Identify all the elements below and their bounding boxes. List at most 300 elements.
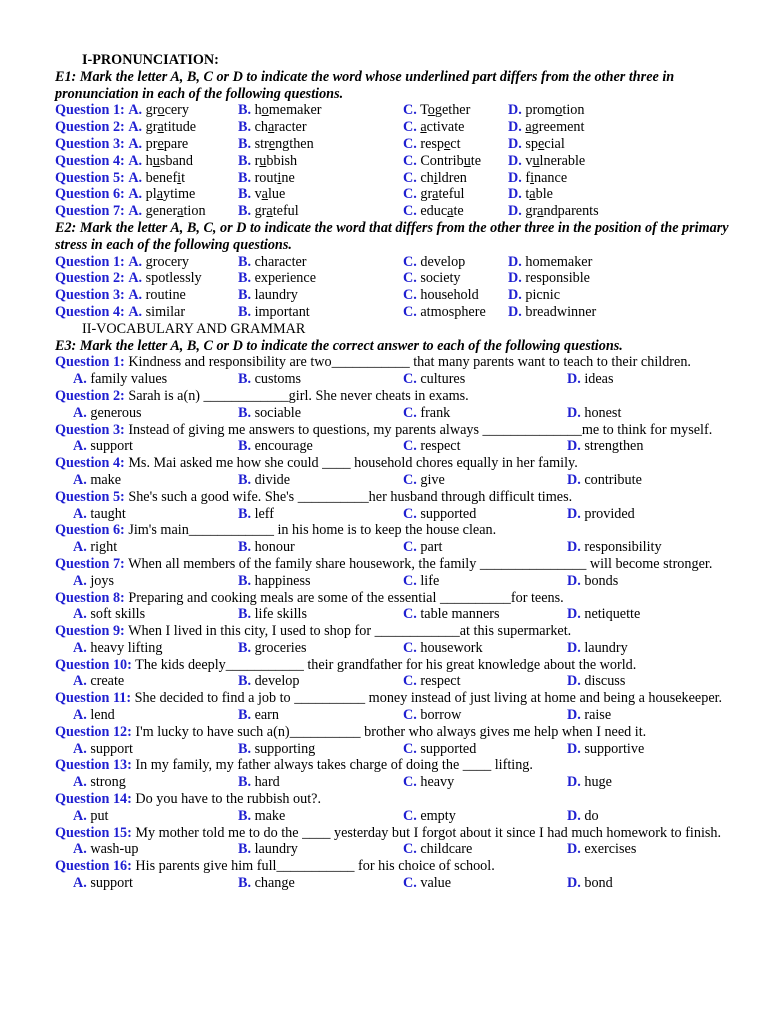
- option-b[interactable]: [238, 102, 403, 119]
- option-a[interactable]: [73, 808, 238, 825]
- option-a[interactable]: [55, 287, 238, 304]
- question-stem: [55, 757, 731, 774]
- option-c[interactable]: [403, 438, 567, 455]
- option-text: housework: [420, 639, 483, 656]
- question-label: Question 3:: [55, 287, 125, 304]
- option-letter: C.: [403, 102, 417, 119]
- option-d[interactable]: [508, 102, 648, 119]
- option-letter: C.: [403, 572, 417, 589]
- option-letter: B.: [238, 287, 252, 304]
- option-d[interactable]: [567, 808, 717, 825]
- option-text: give: [420, 471, 445, 488]
- option-text: part: [420, 539, 443, 556]
- option-text: laundry: [254, 287, 298, 304]
- question-text: Sarah is a(n) ____________girl. She never cheats in exams.: [128, 387, 469, 404]
- option-letter: D.: [567, 707, 581, 724]
- option-letter: B.: [238, 471, 252, 488]
- underlined-part: i: [530, 169, 535, 186]
- option-text: sociable: [254, 404, 302, 421]
- question-text: Jim's main____________ in his home is to keep the house clean.: [128, 522, 497, 539]
- question-stem: [55, 489, 731, 506]
- option-letter: A.: [73, 471, 87, 488]
- option-d[interactable]: [567, 875, 717, 892]
- word-prefix: gr: [525, 203, 538, 220]
- option-b[interactable]: [238, 606, 403, 623]
- option-a[interactable]: [55, 102, 238, 119]
- option-c[interactable]: [403, 741, 567, 758]
- word-prefix: gr: [145, 119, 158, 136]
- question-label: Question 4:: [55, 455, 125, 472]
- options-indent: [55, 640, 73, 657]
- option-c[interactable]: [403, 153, 508, 170]
- word-prefix: gr: [254, 203, 267, 220]
- option-a[interactable]: [73, 405, 238, 422]
- option-letter: B.: [238, 169, 252, 186]
- option-letter: C.: [403, 270, 417, 287]
- word-prefix: pr: [145, 135, 158, 152]
- word-prefix: r: [254, 152, 260, 169]
- options-indent: [55, 741, 73, 758]
- e1-question-row: [55, 102, 731, 119]
- option-letter: C.: [403, 841, 417, 858]
- underlined-part: a: [156, 186, 164, 203]
- options-row: [55, 539, 731, 556]
- option-text: honest: [584, 404, 622, 421]
- options-row: [55, 707, 731, 724]
- e1-question-row: [55, 136, 731, 153]
- underlined-part: a: [261, 186, 268, 203]
- option-d[interactable]: [567, 438, 717, 455]
- word-suffix: te: [470, 152, 482, 169]
- option-letter: C.: [403, 807, 417, 824]
- word-prefix: prom: [525, 102, 556, 119]
- question-label: Question 5:: [55, 169, 125, 186]
- option-c[interactable]: [403, 875, 567, 892]
- question-stem: [55, 858, 731, 875]
- option-c[interactable]: [403, 186, 508, 203]
- option-c[interactable]: [403, 774, 567, 791]
- option-b[interactable]: [238, 136, 403, 153]
- underlined-part: u: [152, 152, 160, 169]
- options-row: [55, 640, 731, 657]
- option-b[interactable]: [238, 203, 403, 220]
- question-stem: [55, 556, 731, 573]
- underlined-part: i: [177, 169, 182, 186]
- option-text: netiquette: [584, 606, 641, 623]
- option-letter: B.: [238, 639, 252, 656]
- question-label: Question 2:: [55, 387, 125, 404]
- option-letter: C.: [403, 169, 417, 186]
- option-text: groceries: [254, 639, 307, 656]
- question-label: Question 12:: [55, 723, 132, 740]
- option-letter: A.: [73, 639, 87, 656]
- option-letter: D.: [567, 404, 581, 421]
- option-b[interactable]: [238, 774, 403, 791]
- word-suffix: gether: [434, 102, 471, 119]
- option-d[interactable]: [508, 270, 648, 287]
- options-row: [55, 841, 731, 858]
- option-letter: B.: [238, 135, 252, 152]
- option-b[interactable]: [238, 119, 403, 136]
- question-label: Question 1:: [55, 354, 125, 371]
- underlined-part: a: [529, 186, 536, 203]
- word-suffix: te: [453, 203, 464, 220]
- option-letter: B.: [238, 505, 252, 522]
- option-letter: B.: [238, 186, 252, 203]
- question-label: Question 11:: [55, 690, 132, 707]
- option-c[interactable]: [403, 405, 567, 422]
- option-b[interactable]: [238, 673, 403, 690]
- option-a[interactable]: [73, 573, 238, 590]
- word-suffix: titude: [163, 119, 197, 136]
- word-suffix: cery: [164, 102, 189, 119]
- option-text: atmosphere: [420, 303, 486, 320]
- word-suffix: lnerable: [539, 152, 586, 169]
- option-a[interactable]: [55, 203, 238, 220]
- e2-question-row: [55, 254, 731, 271]
- question-label: Question 9:: [55, 623, 125, 640]
- option-a[interactable]: [55, 153, 238, 170]
- option-c[interactable]: [403, 640, 567, 657]
- option-a[interactable]: [73, 673, 238, 690]
- underlined-part: o: [157, 102, 165, 119]
- option-letter: D.: [567, 639, 581, 656]
- option-text: hard: [254, 774, 280, 791]
- question-label: Question 6:: [55, 522, 125, 539]
- option-b[interactable]: [238, 875, 403, 892]
- word-prefix: Contrib: [420, 152, 464, 169]
- option-d[interactable]: [508, 136, 648, 153]
- option-a[interactable]: [73, 841, 238, 858]
- question-stem: [55, 590, 731, 607]
- option-c[interactable]: [403, 841, 567, 858]
- option-letter: C.: [403, 438, 417, 455]
- option-a[interactable]: [55, 136, 238, 153]
- option-letter: D.: [508, 169, 522, 186]
- option-d[interactable]: [567, 606, 717, 623]
- underlined-part: e: [268, 135, 276, 152]
- e1-question-row: [55, 153, 731, 170]
- option-c[interactable]: [403, 254, 508, 271]
- option-b[interactable]: [238, 304, 403, 321]
- option-b[interactable]: [238, 808, 403, 825]
- options-row: [55, 741, 731, 758]
- option-a[interactable]: [55, 170, 238, 187]
- option-a[interactable]: [55, 186, 238, 203]
- option-letter: A.: [73, 404, 87, 421]
- option-letter: C.: [403, 673, 417, 690]
- option-letter: C.: [403, 303, 417, 320]
- option-b[interactable]: [238, 539, 403, 556]
- option-c[interactable]: [403, 606, 567, 623]
- options-indent: [55, 472, 73, 489]
- option-letter: D.: [567, 740, 581, 757]
- underlined-part: i: [433, 169, 438, 186]
- options-row: [55, 405, 731, 422]
- option-b[interactable]: [238, 405, 403, 422]
- underlined-part: o: [427, 102, 435, 119]
- option-b[interactable]: [238, 371, 403, 388]
- option-letter: D.: [567, 371, 581, 388]
- option-c[interactable]: [403, 371, 567, 388]
- question-text: She's such a good wife. She's __________her husband through difficult times.: [128, 488, 573, 505]
- option-a[interactable]: [73, 371, 238, 388]
- option-b[interactable]: [238, 841, 403, 858]
- e2-question-row: [55, 287, 731, 304]
- underlined-part: e: [537, 135, 545, 152]
- option-a[interactable]: [73, 606, 238, 623]
- option-d[interactable]: [567, 774, 717, 791]
- option-text: breadwinner: [525, 303, 597, 320]
- option-a[interactable]: [73, 438, 238, 455]
- option-letter: D.: [508, 186, 522, 203]
- option-letter: A.: [128, 186, 143, 203]
- option-a[interactable]: [73, 640, 238, 657]
- option-a[interactable]: [73, 741, 238, 758]
- option-a[interactable]: [73, 472, 238, 489]
- option-d[interactable]: [567, 405, 717, 422]
- option-letter: C.: [403, 152, 417, 169]
- underlined-part: u: [532, 152, 540, 169]
- option-a[interactable]: [73, 506, 238, 523]
- question-stem: [55, 422, 731, 439]
- option-b[interactable]: [238, 741, 403, 758]
- option-letter: A.: [128, 119, 143, 136]
- option-text: exercises: [584, 841, 637, 858]
- option-c[interactable]: [403, 203, 508, 220]
- option-letter: D.: [508, 152, 522, 169]
- option-d[interactable]: [567, 573, 717, 590]
- underlined-part: u: [259, 152, 267, 169]
- option-text: develop: [420, 253, 466, 270]
- option-a[interactable]: [55, 254, 238, 271]
- option-b[interactable]: [238, 573, 403, 590]
- section-heading-pronunciation: I-PRONUNCIATION:: [82, 52, 219, 68]
- option-c[interactable]: [403, 707, 567, 724]
- option-letter: C.: [403, 186, 417, 203]
- question-text: Ms. Mai asked me how she could ____ household chores equally in her family.: [128, 455, 578, 472]
- question-label: Question 2:: [55, 270, 125, 287]
- question-text: When all members of the family share housework, the family _______________ will become stronger.: [128, 555, 713, 572]
- question-label: Question 13:: [55, 757, 132, 774]
- option-letter: D.: [567, 539, 581, 556]
- word-suffix: lue: [267, 186, 286, 203]
- option-d[interactable]: [508, 153, 648, 170]
- word-prefix: T: [420, 102, 428, 119]
- option-d[interactable]: [567, 472, 717, 489]
- option-letter: B.: [238, 572, 252, 589]
- word-suffix: ndparents: [543, 203, 599, 220]
- option-letter: B.: [238, 102, 252, 119]
- option-c[interactable]: [403, 673, 567, 690]
- option-b[interactable]: [238, 186, 403, 203]
- question-label: Question 6:: [55, 186, 125, 203]
- option-letter: A.: [128, 135, 143, 152]
- option-c[interactable]: [403, 136, 508, 153]
- option-text: respect: [420, 438, 461, 455]
- option-a[interactable]: [73, 875, 238, 892]
- option-c[interactable]: [403, 472, 567, 489]
- e3-question-list: [55, 354, 731, 892]
- question-text: Do you have to the rubbish out?.: [135, 791, 321, 808]
- option-a[interactable]: [73, 774, 238, 791]
- option-letter: C.: [403, 135, 417, 152]
- option-letter: B.: [238, 841, 252, 858]
- word-prefix: rout: [254, 169, 278, 186]
- option-b[interactable]: [238, 287, 403, 304]
- option-text: provided: [584, 505, 635, 522]
- option-letter: D.: [567, 471, 581, 488]
- option-text: table manners: [420, 606, 500, 623]
- option-b[interactable]: [238, 707, 403, 724]
- option-letter: C.: [403, 774, 417, 791]
- option-a[interactable]: [55, 119, 238, 136]
- options-indent: [55, 707, 73, 724]
- option-c[interactable]: [403, 102, 508, 119]
- option-text: supportive: [584, 740, 645, 757]
- option-a[interactable]: [73, 707, 238, 724]
- option-text: laundry: [584, 639, 628, 656]
- underlined-part: a: [266, 203, 273, 220]
- option-letter: A.: [128, 169, 143, 186]
- options-row: [55, 808, 731, 825]
- option-text: heavy: [420, 774, 455, 791]
- option-text: bonds: [584, 572, 619, 589]
- option-text: discuss: [584, 673, 626, 690]
- option-c[interactable]: [403, 287, 508, 304]
- option-c[interactable]: [403, 808, 567, 825]
- option-c[interactable]: [403, 270, 508, 287]
- section-heading-vocabulary: II-VOCABULARY AND GRAMMAR: [82, 320, 306, 337]
- option-c[interactable]: [403, 119, 508, 136]
- option-d[interactable]: [567, 506, 717, 523]
- word-suffix: t: [181, 169, 186, 186]
- option-d[interactable]: [508, 304, 648, 321]
- option-c[interactable]: [403, 506, 567, 523]
- option-text: experience: [254, 270, 316, 287]
- option-text: grocery: [145, 253, 189, 270]
- underlined-part: a: [177, 203, 184, 220]
- options-row: [55, 573, 731, 590]
- option-text: customs: [254, 371, 302, 388]
- word-suffix: sband: [159, 152, 193, 169]
- option-d[interactable]: [508, 119, 648, 136]
- option-d[interactable]: [567, 707, 717, 724]
- option-letter: A.: [128, 253, 143, 270]
- option-d[interactable]: [508, 186, 648, 203]
- option-text: contribute: [584, 471, 642, 488]
- question-stem: [55, 791, 731, 808]
- option-b[interactable]: [238, 640, 403, 657]
- options-row: [55, 673, 731, 690]
- option-letter: D.: [567, 572, 581, 589]
- option-a[interactable]: [73, 539, 238, 556]
- option-b[interactable]: [238, 506, 403, 523]
- option-letter: B.: [238, 774, 252, 791]
- question-stem: [55, 657, 731, 674]
- word-suffix: tion: [562, 102, 585, 119]
- option-d[interactable]: [567, 371, 717, 388]
- word-prefix: v: [254, 186, 262, 203]
- option-c[interactable]: [403, 304, 508, 321]
- option-d[interactable]: [508, 170, 648, 187]
- word-prefix: benef: [145, 169, 178, 186]
- option-d[interactable]: [508, 287, 648, 304]
- question-label: Question 15:: [55, 824, 132, 841]
- word-prefix: v: [525, 152, 533, 169]
- option-a[interactable]: [55, 270, 238, 287]
- option-b[interactable]: [238, 472, 403, 489]
- option-text: encourage: [254, 438, 313, 455]
- option-d[interactable]: [567, 841, 717, 858]
- underlined-part: e: [443, 135, 451, 152]
- option-letter: B.: [238, 875, 252, 892]
- option-letter: D.: [567, 673, 581, 690]
- option-c[interactable]: [403, 539, 567, 556]
- option-d[interactable]: [567, 673, 717, 690]
- option-letter: B.: [238, 303, 252, 320]
- question-stem: [55, 623, 731, 640]
- question-stem: [55, 388, 731, 405]
- option-b[interactable]: [238, 438, 403, 455]
- option-letter: B.: [238, 673, 252, 690]
- option-text: generous: [90, 404, 142, 421]
- question-text: When I lived in this city, I used to shop for ____________at this supermarket.: [128, 623, 572, 640]
- worksheet-page: [55, 52, 731, 892]
- option-letter: A.: [73, 572, 87, 589]
- option-letter: C.: [403, 253, 417, 270]
- option-d[interactable]: [567, 539, 717, 556]
- options-indent: [55, 438, 73, 455]
- option-letter: A.: [128, 152, 143, 169]
- option-a[interactable]: [55, 304, 238, 321]
- option-text: ideas: [584, 371, 614, 388]
- option-b[interactable]: [238, 270, 403, 287]
- option-text: heavy lifting: [90, 639, 163, 656]
- options-row: [55, 606, 731, 623]
- option-letter: A.: [128, 203, 143, 220]
- option-letter: D.: [508, 203, 522, 220]
- options-indent: [55, 875, 73, 892]
- question-label: Question 2:: [55, 119, 125, 136]
- option-d[interactable]: [508, 254, 648, 271]
- option-d[interactable]: [567, 741, 717, 758]
- option-d[interactable]: [508, 203, 648, 220]
- option-c[interactable]: [403, 573, 567, 590]
- option-letter: D.: [508, 253, 522, 270]
- option-c[interactable]: [403, 170, 508, 187]
- option-text: society: [420, 270, 461, 287]
- options-row: [55, 774, 731, 791]
- question-stem: [55, 825, 731, 842]
- question-label: Question 14:: [55, 791, 132, 808]
- option-b[interactable]: [238, 170, 403, 187]
- option-text: family values: [90, 371, 168, 388]
- underlined-part: a: [157, 119, 164, 136]
- option-text: household: [420, 287, 479, 304]
- option-letter: A.: [73, 371, 87, 388]
- option-letter: B.: [238, 438, 252, 455]
- option-d[interactable]: [567, 640, 717, 657]
- option-letter: C.: [403, 606, 417, 623]
- option-text: put: [90, 807, 109, 824]
- option-b[interactable]: [238, 254, 403, 271]
- e1-question-row: [55, 119, 731, 136]
- option-b[interactable]: [238, 153, 403, 170]
- option-text: strong: [90, 774, 126, 791]
- question-label: Question 10:: [55, 656, 132, 673]
- option-text: raise: [584, 707, 612, 724]
